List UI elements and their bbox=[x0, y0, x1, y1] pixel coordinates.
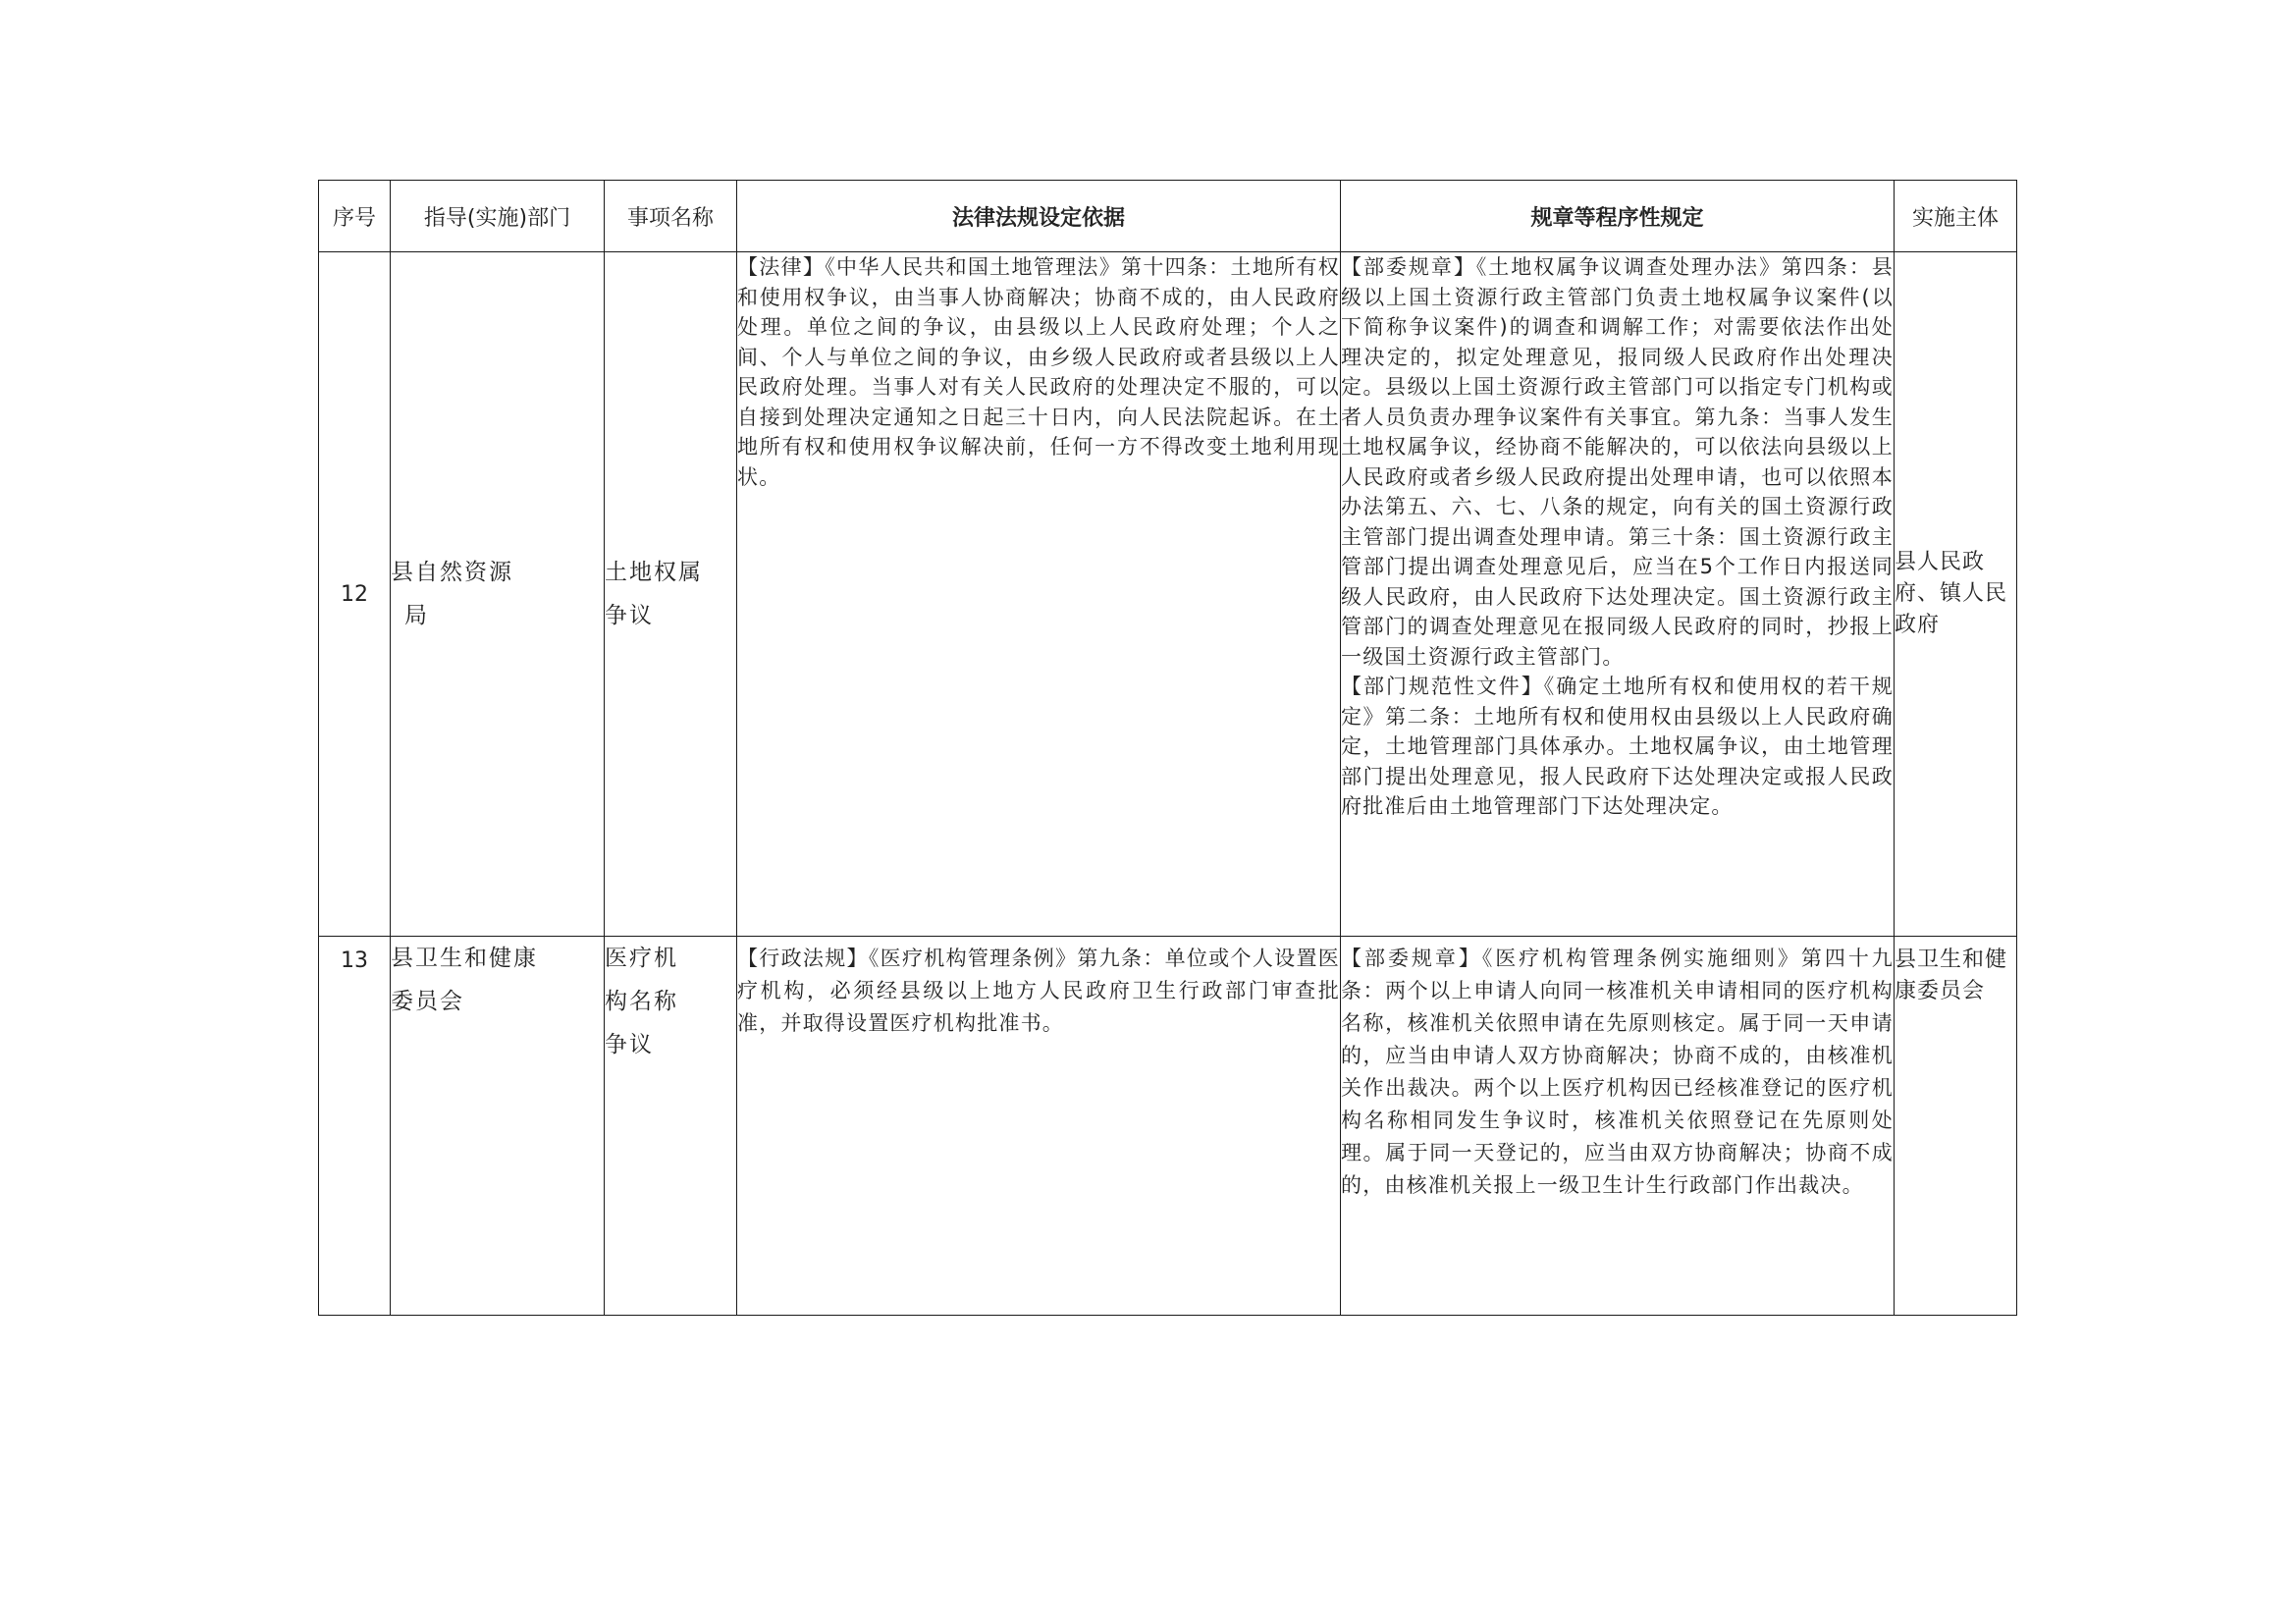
item-line-2: 构名称 bbox=[605, 989, 678, 1014]
rules-paragraph-1: 【部委规章】《土地权属争议调查处理办法》第四条：县级以上国土资源行政主管部门负责土地权属争议案件(以下简称争议案件)的调查和调解工作；对需要依法作出处理决定的，拟定处理意见，报同级人民政府作出处理决定。县级以上国土资源行政主管部门可以指定专门机构或者人员负责办理争议案件有关事宜。第九条：当事人发生土地权属争议，经协商不能解决的，可以依法向县级以上人民政府或者乡级人民政府提出处理申请，也可以依照本办法第五、六、七、八条的规定，向有关的国土资源行政主管部门提出调查处理申请。第三十条：国土资源行政主管部门提出调查处理意见后，应当在5个工作日内报送同级人民政府，由人民政府下达处理决定。国土资源行政主管部门的调查处理意见在报同级人民政府的同时，抄报上一级国土资源行政主管部门。 bbox=[1341, 255, 1894, 669]
table-row bbox=[319, 252, 2017, 937]
header-dept: 指导(实施)部门 bbox=[391, 181, 605, 252]
item-line-2: 争议 bbox=[605, 603, 654, 628]
law-text: 【行政法规】《医疗机构管理条例》第九条：单位或个人设置医疗机构，必须经县级以上地方人民政府卫生行政部门审查批准，并取得设置医疗机构批准书。 bbox=[737, 947, 1340, 1035]
header-seq: 序号 bbox=[319, 181, 391, 252]
row-dept bbox=[391, 937, 605, 1316]
row-item bbox=[605, 937, 737, 1316]
row-rules bbox=[1341, 937, 1895, 1316]
law-text: 【法律】《中华人民共和国土地管理法》第十四条：土地所有权和使用权争议，由当事人协商解决；协商不成的，由人民政府处理。单位之间的争议，由县级以上人民政府处理；个人之间、个人与单位之间的争议，由乡级人民政府或者县级以上人民政府处理。当事人对有关人民政府的处理决定不服的，可以自接到处理决定通知之日起三十日内，向人民法院起诉。在土地所有权和使用权争议解决前，任何一方不得改变土地利用现状。 bbox=[737, 255, 1340, 489]
header-law: 法律法规设定依据 bbox=[737, 181, 1341, 252]
table-header-row bbox=[319, 181, 2017, 252]
rules-paragraph-2: 【部门规范性文件】《确定土地所有权和使用权的若干规定》第二条：土地所有权和使用权由县级以上人民政府确定，土地管理部门具体承办。土地权属争议，由土地管理部门提出处理意见，报人民政府下达处理决定或报人民政府批准后由土地管理部门下达处理决定。 bbox=[1341, 675, 1894, 818]
item-line-1: 土地权属 bbox=[605, 560, 703, 585]
header-rules: 规章等程序性规定 bbox=[1341, 181, 1895, 252]
header-impl: 实施主体 bbox=[1895, 181, 2017, 252]
item-line-1: 医疗机 bbox=[605, 946, 678, 971]
row-law-basis bbox=[737, 252, 1341, 937]
rules-paragraph-1: 【部委规章】《医疗机构管理条例实施细则》第四十九条：两个以上申请人向同一核准机关申请相同的医疗机构名称，核准机关依照申请在先原则核定。属于同一天申请的，应当由申请人双方协商解决；协商不成的，由核准机关作出裁决。两个以上医疗机构因已经核准登记的医疗机构名称相同发生争议时，核准机关依照登记在先原则处理。属于同一天登记的，应当由双方协商解决；协商不成的，由核准机关报上一级卫生计生行政部门作出裁决。 bbox=[1341, 947, 1894, 1197]
dept-line-1: 县卫生和健康 bbox=[391, 946, 538, 971]
row-item bbox=[605, 252, 737, 937]
row-law-basis bbox=[737, 937, 1341, 1316]
regulation-table bbox=[318, 180, 2017, 1316]
row-dept bbox=[391, 252, 605, 937]
dept-line-2: 局 bbox=[404, 603, 429, 628]
row-implementer: 县人民政府、镇人民政府 bbox=[1895, 252, 2017, 937]
header-item: 事项名称 bbox=[605, 181, 737, 252]
row-rules bbox=[1341, 252, 1895, 937]
item-line-3: 争议 bbox=[605, 1032, 654, 1057]
row-seq: 12 bbox=[319, 252, 391, 937]
dept-line-2: 委员会 bbox=[391, 989, 464, 1014]
dept-line-1: 县自然资源 bbox=[391, 560, 513, 585]
table-row bbox=[319, 937, 2017, 1316]
row-seq: 13 bbox=[319, 937, 391, 1316]
row-implementer: 县卫生和健康委员会 bbox=[1895, 937, 2017, 1316]
